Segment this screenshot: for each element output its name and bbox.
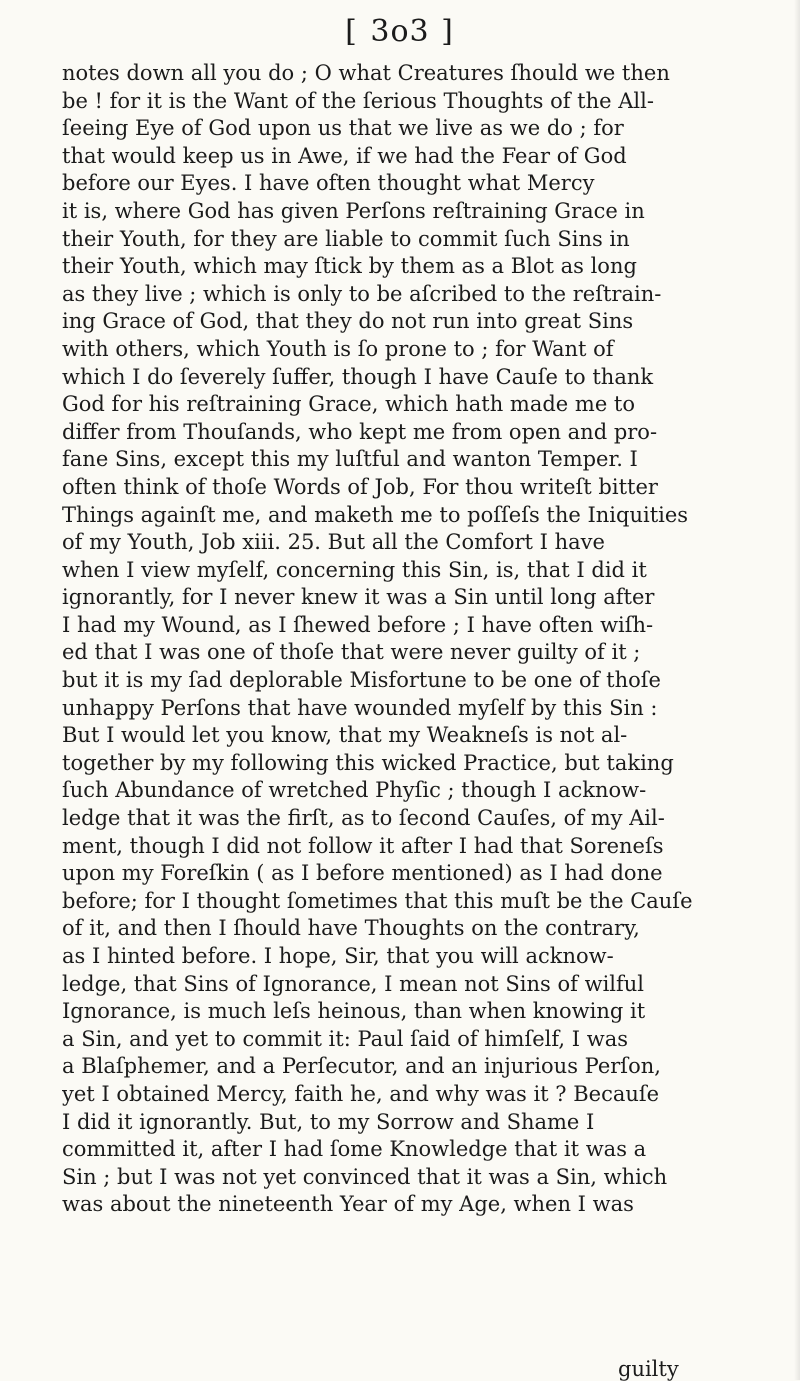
text-line: ed that I was one of thoſe that were never guilty of it ; bbox=[62, 640, 641, 665]
text-line: that would keep us in Awe, if we had the Fear of God bbox=[62, 143, 627, 168]
text-line: unhappy Perſons that have wounded myſelf by this Sin : bbox=[62, 695, 658, 720]
page-edge-shadow bbox=[794, 0, 800, 1380]
text-line: notes down all you do ; O what Creatures ſhould we then bbox=[62, 61, 670, 85]
text-line: yet I obtained Mercy, faith he, and why was it ? Becauſe bbox=[62, 1081, 660, 1106]
text-line: ſuch Abundance of wretched Phyſic ; though I acknow- bbox=[62, 778, 647, 803]
text-line: be ! for it is the Want of the ſerious Thoughts of the All- bbox=[62, 88, 654, 113]
text-line: Ignorance, is much leſs heinous, than when knowing it bbox=[62, 999, 646, 1024]
page-number: 3o3 bbox=[370, 14, 430, 49]
text-line: was about the nineteenth Year of my Age, when I was bbox=[62, 1192, 634, 1217]
text-line: it is, where God has given Perſons reſtraining Grace in bbox=[62, 198, 645, 223]
text-line: fane Sins, except this my luſtful and wanton Temper. I bbox=[62, 447, 638, 472]
text-line: but it is my ſad deplorable Misfortune to be one of thoſe bbox=[62, 668, 661, 693]
text-line: committed it, after I had ſome Knowledge that it was a bbox=[62, 1137, 647, 1162]
text-line: their Youth, for they are liable to commit ſuch Sins in bbox=[62, 226, 630, 251]
text-line: which I do ſeverely ſuffer, though I have Cauſe to thank bbox=[62, 364, 654, 389]
text-line: God for his reſtraining Grace, which hath made me to bbox=[62, 392, 636, 417]
text-line: Sin ; but I was not yet convinced that it was a Sin, which bbox=[62, 1164, 668, 1189]
text-line: as they live ; which is only to be aſcribed to the reſtrain- bbox=[62, 281, 662, 306]
text-line: with others, which Youth is ſo prone to ; for Want of bbox=[62, 336, 614, 361]
text-line: ledge, that Sins of Ignorance, I mean not Sins of wilful bbox=[62, 971, 645, 996]
text-line: ſeeing Eye of God upon us that we live as we do ; for bbox=[62, 116, 624, 141]
text-line: before our Eyes. I have often thought what Mercy bbox=[62, 171, 595, 196]
page-header bbox=[0, 12, 800, 52]
text-line: Things againſt me, and maketh me to poſſeſs the Iniquities bbox=[62, 502, 689, 527]
text-line: ignorantly, for I never knew it was a Sin until long after bbox=[62, 585, 655, 610]
text-line: differ from Thouſands, who kept me from open and pro- bbox=[62, 419, 658, 444]
text-line: ing Grace of God, that they do not run into great Sins bbox=[62, 309, 634, 334]
text-line: I had my Wound, as I ſhewed before ; I have often wiſh- bbox=[62, 612, 654, 637]
text-line: ledge that it was the firſt, as to ſecond Cauſes, of my Ail- bbox=[62, 806, 665, 831]
text-line: before; for I thought ſometimes that this muſt be the Cauſe bbox=[62, 888, 693, 913]
text-line: a Blaſphemer, and a Perſecutor, and an injurious Perſon, bbox=[62, 1054, 661, 1079]
text-line: of my Youth, Job xiii. 25. But all the Comfort I have bbox=[62, 530, 605, 555]
text-line: But I would let you know, that my Weakneſs is not al- bbox=[62, 723, 628, 748]
text-line: often think of thoſe Words of Job, For thou writeſt bitter bbox=[62, 474, 658, 499]
text-line: I did it ignorantly. But, to my Sorrow and Shame I bbox=[62, 1109, 595, 1134]
text-line: upon my Foreſkin ( as I before mentioned) as I had done bbox=[62, 861, 663, 886]
bracket-left: [ bbox=[345, 14, 359, 49]
bracket-right: ] bbox=[441, 14, 455, 49]
text-line: together by my following this wicked Practice, but taking bbox=[62, 750, 674, 775]
text-line: ment, though I did not follow it after I had that Soreneſs bbox=[62, 833, 664, 858]
text-line: when I view myſelf, concerning this Sin, is, that I did it bbox=[62, 557, 647, 582]
text-line: their Youth, which may ſtick by them as a Blot as long bbox=[62, 254, 637, 279]
catchword: guilty bbox=[618, 1357, 679, 1381]
text-line: a Sin, and yet to commit it: Paul ſaid of himſelf, I was bbox=[62, 1026, 628, 1051]
body-text bbox=[62, 60, 724, 1219]
text-line: as I hinted before. I hope, Sir, that you will acknow- bbox=[62, 944, 614, 968]
text-line: of it, and then I ſhould have Thoughts on the contrary, bbox=[62, 916, 640, 941]
